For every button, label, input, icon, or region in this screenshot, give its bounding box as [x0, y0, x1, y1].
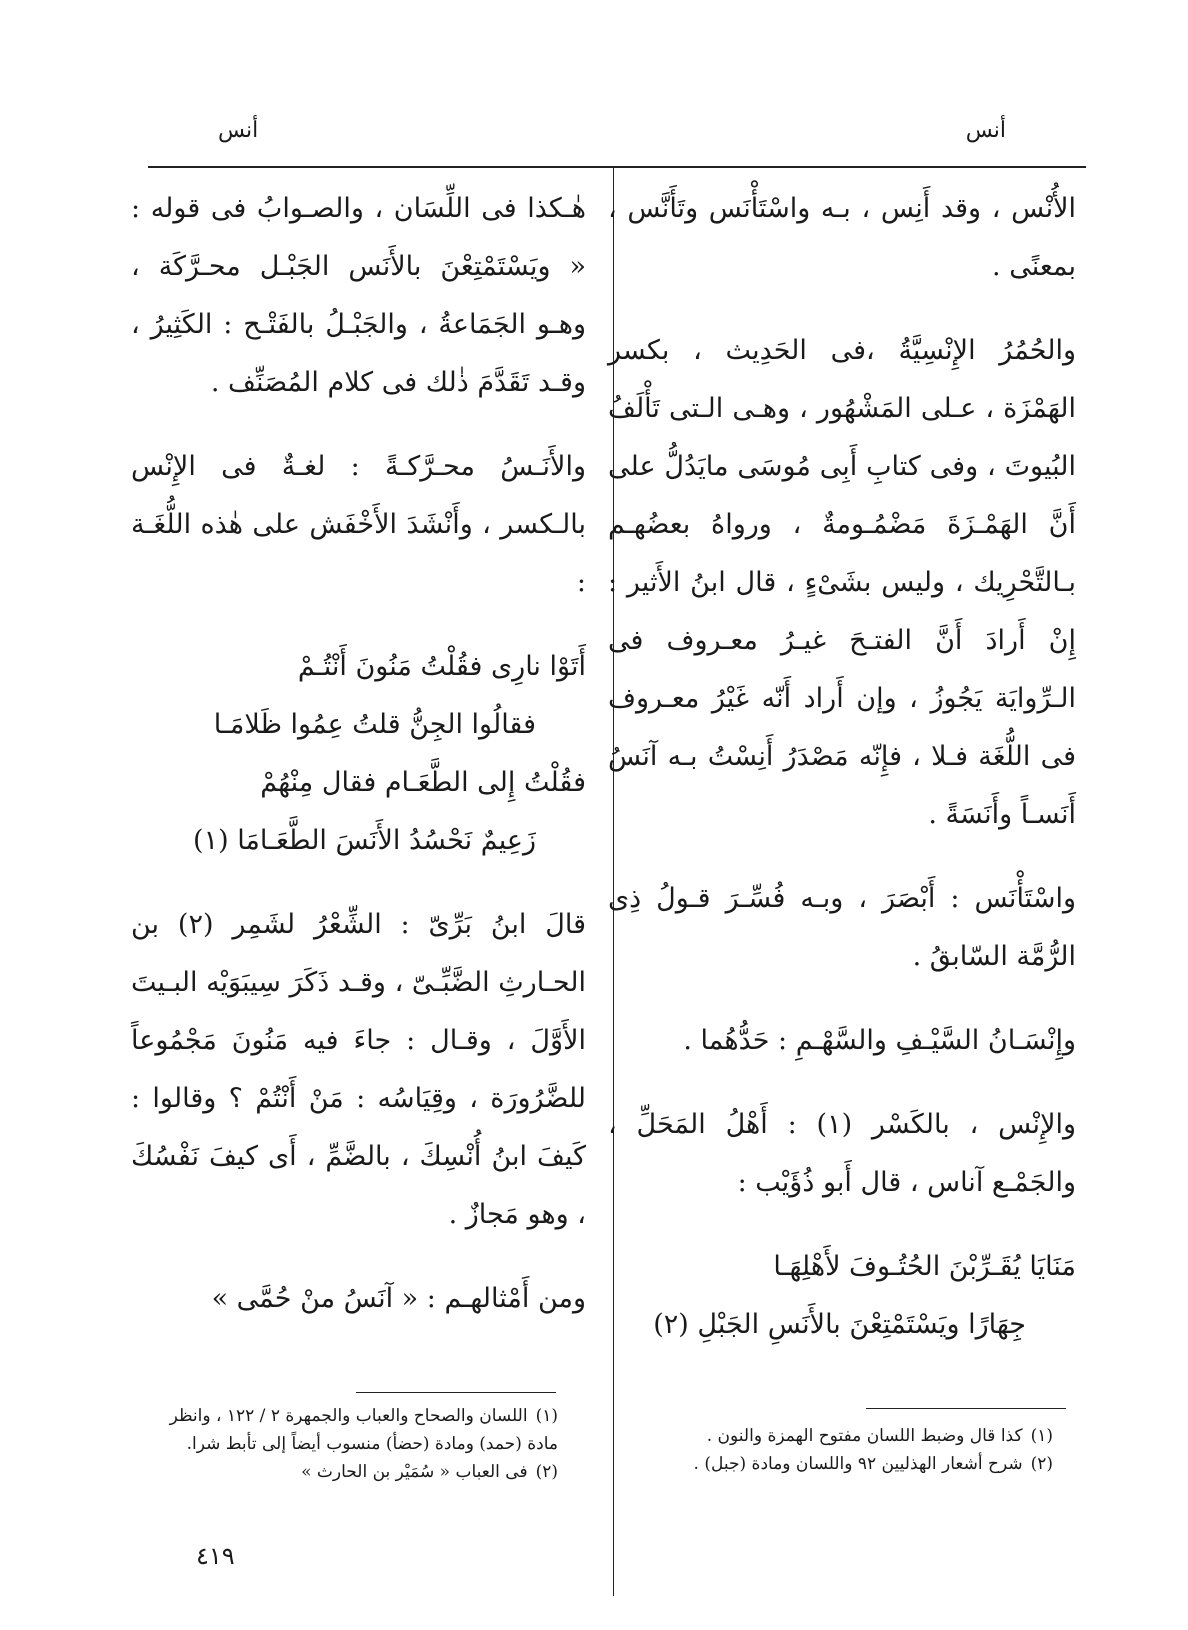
- left-column: [131, 180, 586, 1354]
- paragraph: والأَنَـسُ محـرَّكـةً : لغـةٌ فى الإِنْس بالـكسر ، وأَنْشَدَ الأَخْفَش على هٰذه اللُّغَـة :: [131, 451, 586, 598]
- footnote-text: فى العباب « سُمَيْر بن الحارث »: [301, 1462, 528, 1482]
- footnote-number: (٢): [535, 1462, 558, 1482]
- poem-verse: [131, 638, 586, 870]
- verse-line: أَتَوْا نارِى فقُلْتُ مَنُونَ أَنْتُـمْ: [297, 651, 586, 682]
- right-column: [608, 180, 1076, 1380]
- footnote-rule: [356, 1392, 556, 1393]
- poem-verse: [608, 1238, 1076, 1354]
- footnote-rule: [866, 1408, 1066, 1409]
- verse-line: زَعِيمٌ نَحْسُدُ الأَنَسَ الطَّعَـامَا (١): [193, 825, 536, 856]
- paragraph: والإِنْس ، بالكَسْر (١) : أَهْلُ المَحَلِّ ، والجَمْـع آناس ، قال أَبو ذُؤَيْب :: [608, 1109, 1077, 1198]
- footnote-number: (١): [535, 1406, 558, 1426]
- header-rule: [148, 166, 1086, 168]
- running-head-right: أنس: [965, 118, 1006, 143]
- running-head-left: أنس: [218, 118, 259, 143]
- paragraph: واسْتَأْنَس : أَبْصَرَ ، وبـه فُسِّـرَ قـولُ ذِى الرُّمَّة السّابقُ .: [608, 883, 1076, 972]
- footnote-text: كذا قال وضبط اللسان مفتوح الهمزة والنون .: [706, 1426, 1023, 1446]
- paragraph: ومن أَمْثالهـم : « آنَسُ منْ حُمَّى »: [211, 1283, 586, 1314]
- footnote-number: (٢): [1030, 1454, 1053, 1474]
- footnote-text: شرح أشعار الهذليين ٩٢ واللسان ومادة (جبل) .: [693, 1454, 1023, 1474]
- footnote: [138, 1458, 558, 1486]
- paragraph: هٰـكذا فى اللِّسَان ، والصـوابُ فى قوله : « ويَسْتَمْتِعْنَ بالأَنَس الجَبْـل محـرَّكَة ، وهـو الجَمَاعةُ ، والجَبْـلُ بالفَتْـح : الكَثِيرُ ، وقـد تَقَدَّمَ ذٰلك فى كلام المُصَنِّف .: [131, 193, 586, 398]
- paragraph: الأُنْس ، وقد أَنِس ، بـه واسْتَأْنَس وتَأَنَّس ، بمعنًى .: [608, 193, 1076, 282]
- footnote-text: اللسان والصحاح والعباب والجمهرة ٢ / ١٢٢ ، وانظر مادة (حمد) ومادة (حضأ) منسوب أيضاً إلى تأبط شرا.: [169, 1406, 558, 1454]
- verse-line: مَنَايَا يُقَـرِّبْنَ الحُتُـوفَ لأَهْلِهَـا: [773, 1251, 1076, 1282]
- paragraph: وإِنْسَـانُ السَّيْـفِ والسَّهْـمِ : حَدُّهُما .: [683, 1025, 1076, 1056]
- footnote-number: (١): [1030, 1426, 1053, 1446]
- paragraph: والحُمُرُ الإِنْسِيَّةُ ،فى الحَدِيث ، بكسر الهَمْزَة ، عـلى المَشْهُور ، وهـى الـتى تَأْلَفُ البُيوتَ ، وفى كتابِ أَبِى مُوسَى مايَدُلُّ على أَنَّ الهَمْـزَةَ مَضْمُـومةٌ ، ورواهُ بعضُهـم بـالتَّحْرِيك ، وليس بشَىْءٍ ، قال ابنُ الأَثير : إِنْ أَرادَ أَنَّ الفتـحَ غيـرُ معـروف فى الـرِّوايَة يَجُوزُ ، وإن أَراد أَنّه غَيْرُ معـروف فى اللُّغَة فـلا ، فإِنّه مَصْدَرُ أَنِسْتُ بـه آنَسُ أَنَسـاً وأَنَسَةً .: [608, 335, 1076, 830]
- footnote: [613, 1422, 1053, 1450]
- verse-line: جِهَارًا ويَسْتَمْتِعْنَ بالأَنَسِ الجَبْلِ (٢): [653, 1309, 1026, 1340]
- page-number: ٤١٩: [196, 1542, 235, 1570]
- paragraph: قالَ ابنُ بَرِّىّ : الشِّعْرُ لشَمِر (٢) بن الحـارثِ الضَّبِّـىّ ، وقـد ذَكَرَ سِيبَوَيْه البـيتَ الأَوَّلَ ، وقـال : جاءَ فيه مَنُونَ مَجْمُوعاً للضَّرُورَة ، وقِيَاسُه : مَنْ أَنْتُمْ ؟ وقالوا : كَيفَ ابنُ أُنْسِكَ ، بالضَّمِّ ، أَى كيفَ نَفْسُكَ ، وهو مَجازٌ .: [131, 909, 586, 1230]
- footnotes-right: [613, 1422, 1053, 1478]
- footnotes-left: [138, 1402, 558, 1486]
- footnote: [613, 1450, 1053, 1478]
- verse-line: فقُلْتُ إِلى الطَّعَـام فقال مِنْهُمْ: [260, 767, 586, 798]
- footnote: [138, 1402, 558, 1458]
- verse-line: فقالُوا الجِنُّ قلتُ عِمُوا ظَلامَـا: [213, 709, 536, 740]
